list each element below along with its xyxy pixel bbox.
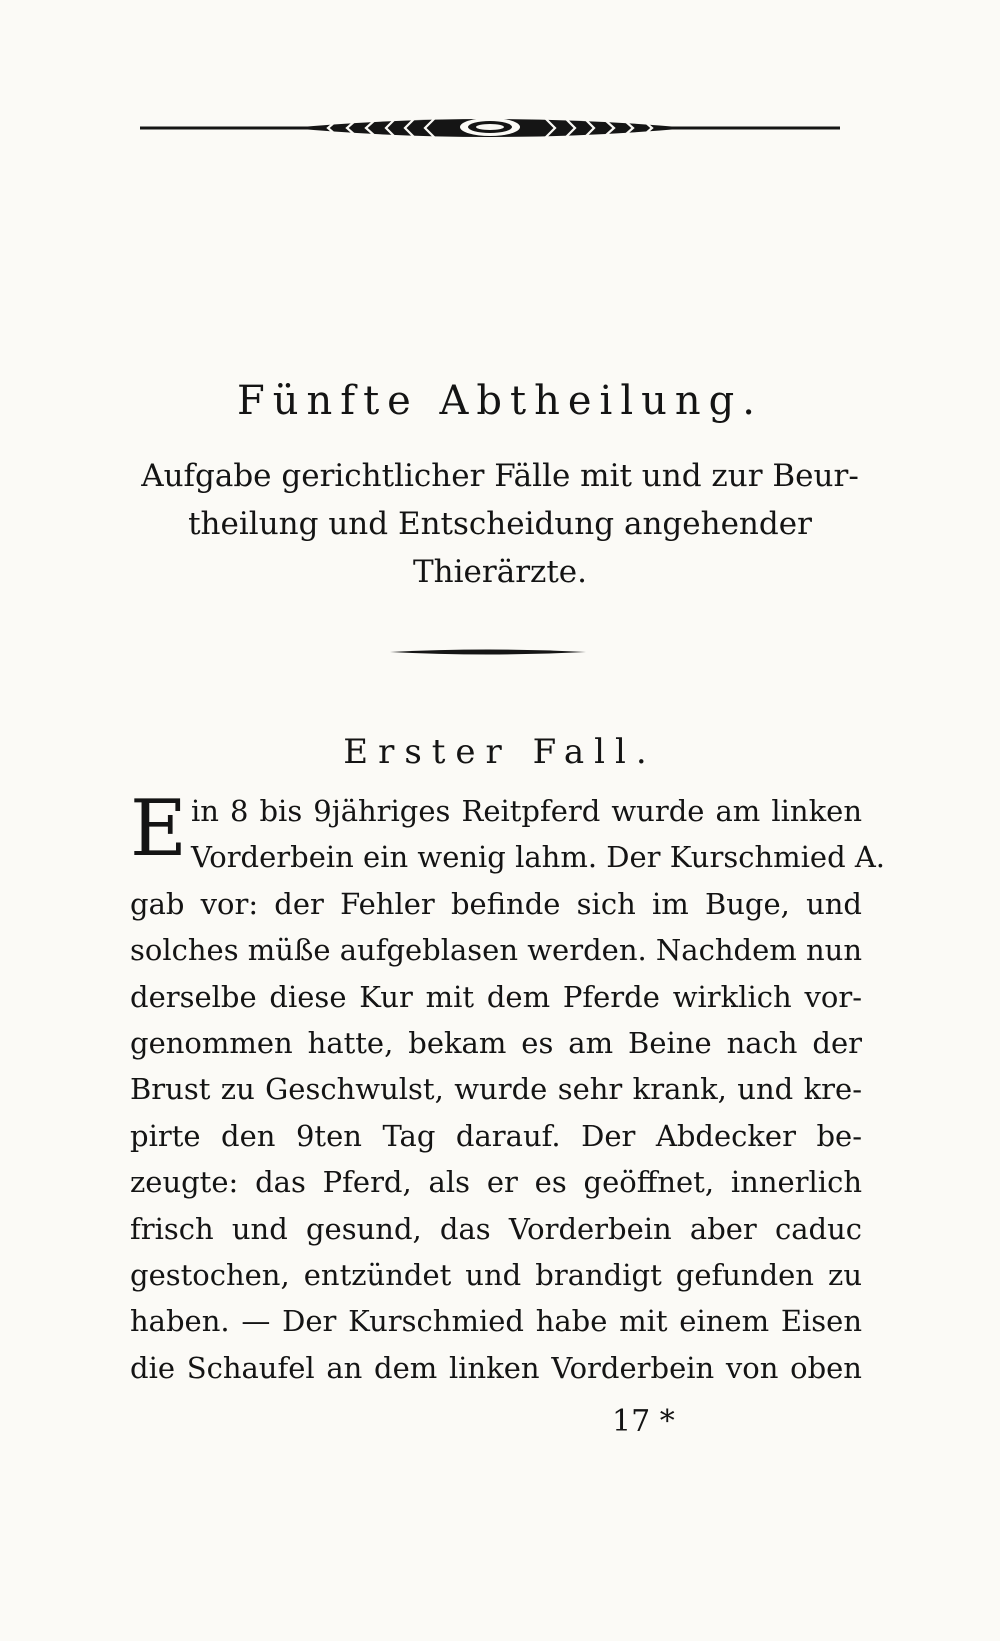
- page-number: 17 *: [612, 1404, 675, 1439]
- divider-rule: [390, 648, 586, 656]
- top-ornamental-rule: [140, 112, 840, 152]
- text-line: gestochen, entzündet und brandigt gefunden zu: [130, 1257, 862, 1292]
- text-line: in 8 bis 9jähriges Reitpferd wurde am linken: [190, 794, 862, 828]
- text-line: derselbe diese Kur mit dem Pferde wirklich vor-: [130, 979, 862, 1014]
- case-title: Erster Fall.: [343, 732, 657, 772]
- section-title: Fünfte Abtheilung.: [237, 378, 763, 424]
- subtitle-line: theilung und Entscheidung angehender: [188, 506, 812, 542]
- text-line: genommen hatte, bekam es am Beine nach der: [130, 1025, 862, 1060]
- section-subtitle: [110, 452, 890, 596]
- text-line: zeugte: das Pferd, als er es geöffnet, innerlich: [130, 1165, 862, 1200]
- body-paragraph: [130, 784, 886, 1391]
- text-line: pirte den 9ten Tag darauf. Der Abdecker be-: [130, 1118, 862, 1153]
- text-line: gab vor: der Fehler befinde sich im Buge, und: [130, 886, 862, 921]
- text-line: Vorderbein ein wenig lahm. Der Kurschmied A.: [190, 840, 886, 875]
- text-line: haben. — Der Kurschmied habe mit einem Eisen: [130, 1304, 862, 1339]
- drop-cap: E: [130, 784, 187, 874]
- text-line: frisch und gesund, das Vorderbein aber caduc: [130, 1211, 862, 1246]
- text-line: Brust zu Geschwulst, wurde sehr krank, und kre-: [130, 1072, 862, 1107]
- subtitle-line: Thierärzte.: [412, 554, 587, 590]
- subtitle-line: Aufgabe gerichtlicher Fälle mit und zur Beur-: [141, 458, 859, 494]
- text-line: solches müße aufgeblasen werden. Nachdem nun: [130, 933, 862, 968]
- text-line: die Schaufel an dem linken Vorderbein von oben: [130, 1350, 862, 1385]
